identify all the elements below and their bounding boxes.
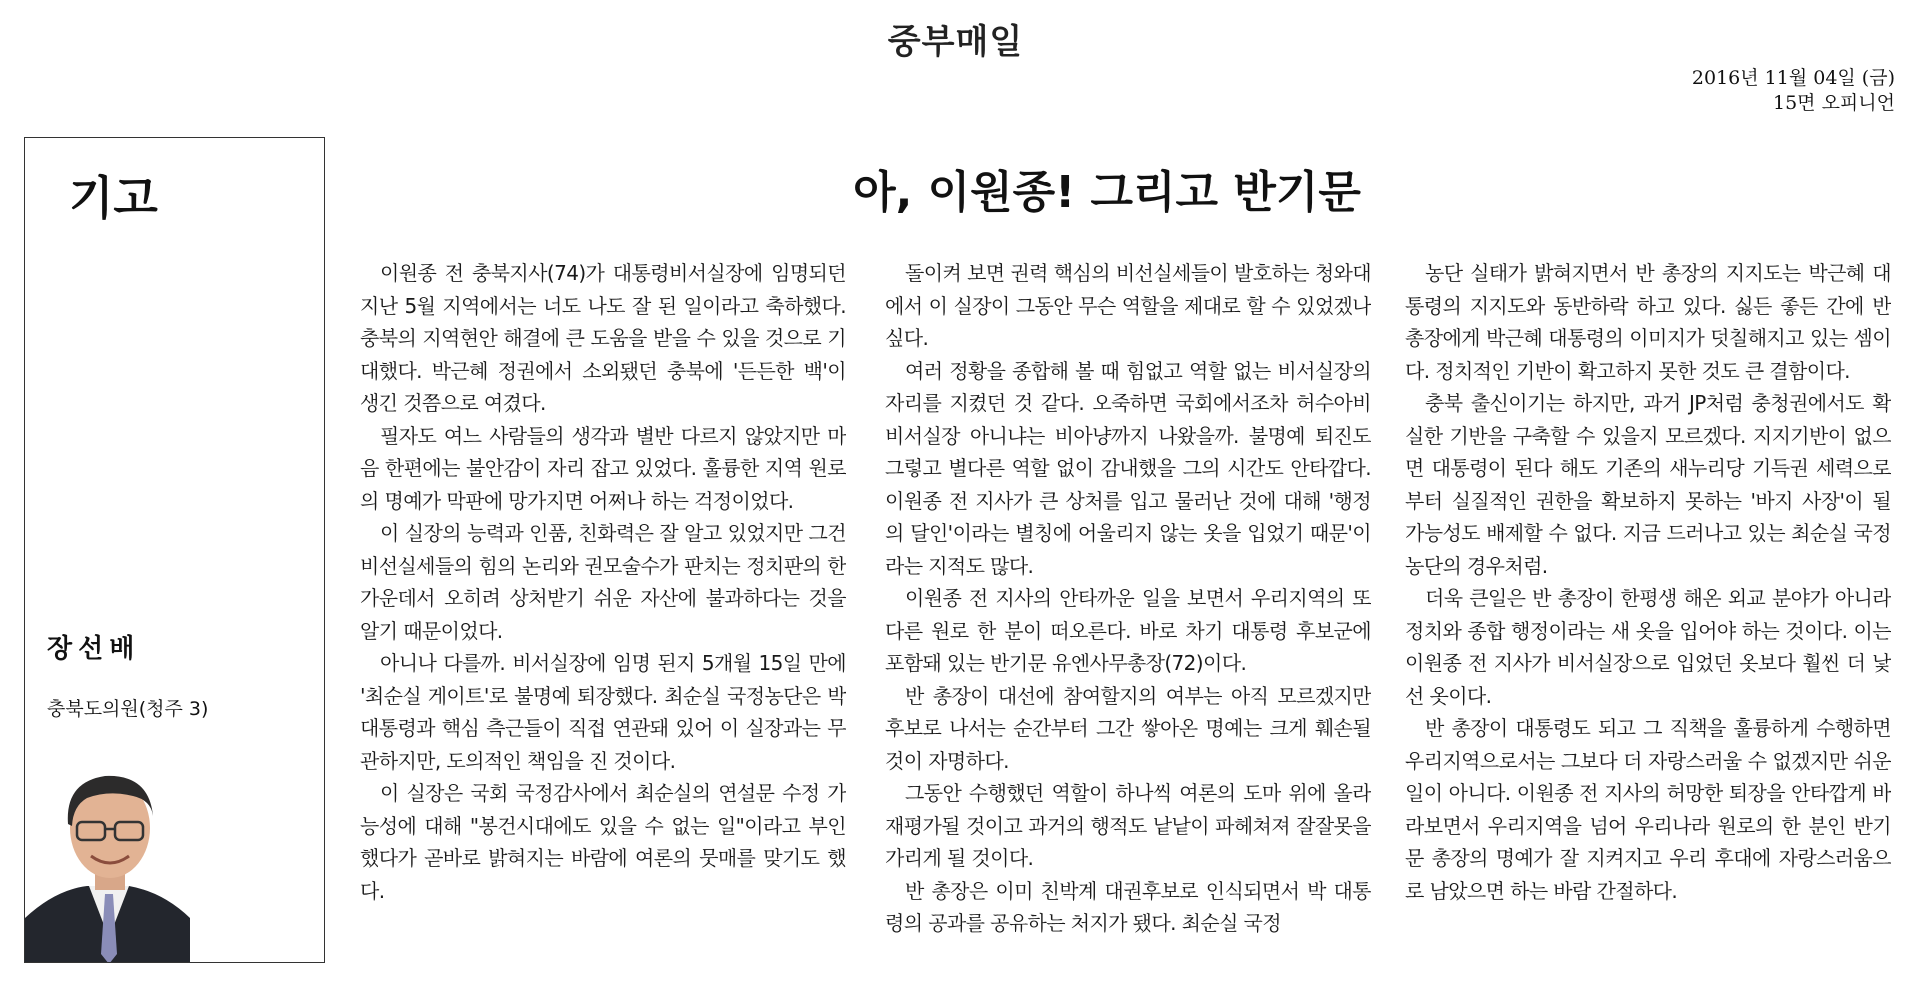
paragraph: 이 실장은 국회 국정감사에서 최순실의 연설문 수정 가능성에 대해 "봉건시대에도 있을 수 없는 일"이라고 부인했다가 곧바로 밝혀지는 바람에 여론의 뭇매를 맞기도 했다. [360, 781, 846, 903]
article-column-1 [360, 257, 846, 977]
paragraph: 반 총장이 대통령도 되고 그 직책을 훌륭하게 수행하면 우리지역으로서는 그보다 더 자랑스러울 수 없겠지만 쉬운 일이 아니다. 이원종 전 지사의 허망한 퇴장을 안타깝게 바라보면서 우리지역을 넘어 우리나라 원로의 한 분인 반기문 총장의 명예가 잘 지켜지고 우리 후대에 자랑스러움으로 남았으면 하는 바람 간절하다. [1405, 716, 1891, 903]
author-title: 충북도의원(청주 3) [47, 698, 209, 720]
paragraph: 반 총장이 대선에 참여할지의 여부는 아직 모르겠지만 후보로 나서는 순간부터 그간 쌓아온 명예는 크게 훼손될 것이 자명하다. [885, 683, 1371, 773]
paragraph: 이원종 전 지사의 안타까운 일을 보면서 우리지역의 또 다른 원로 한 분이 떠오른다. 바로 차기 대통령 후보군에 포함돼 있는 반기문 유엔사무총장(72)이다. [885, 586, 1371, 675]
paragraph: 그동안 수행했던 역할이 하나씩 여론의 도마 위에 올라 재평가될 것이고 과거의 행적도 낱낱이 파헤쳐져 잘잘못을 가리게 될 것이다. [885, 781, 1371, 870]
paragraph: 농단 실태가 밝혀지면서 반 총장의 지지도는 박근혜 대통령의 지지도와 동반하락 하고 있다. 싫든 좋든 간에 반 총장에게 박근혜 대통령의 이미지가 덧칠해지고 있는 셈이다. 정치적인 기반이 확고하지 못한 것도 큰 결함이다. [1405, 261, 1891, 383]
page-section: 15면 오피니언 [1773, 92, 1895, 114]
paragraph: 충북 출신이기는 하지만, 과거 JP처럼 충청권에서도 확실한 기반을 구축할 수 있을지 모르겠다. 지지기반이 없으면 대통령이 된다 해도 기존의 새누리당 기득권 세력으로부터 실질적인 권한을 확보하지 못하는 '바지 사장'이 될 가능성도 배제할 수 없다. 지금 드러나고 있는 최순실 국정농단의 경우처럼. [1405, 391, 1891, 578]
paragraph: 돌이켜 보면 권력 핵심의 비선실세들이 발호하는 청와대에서 이 실장이 그동안 무슨 역할을 제대로 할 수 있었겠나 싶다. [885, 261, 1371, 350]
paragraph: 이원종 전 충북지사(74)가 대통령비서실장에 임명되던 지난 5월 지역에서는 너도 나도 잘 된 일이라고 축하했다. 충북의 지역현안 해결에 큰 도움을 받을 수 있을 것으로 기대했다. 박근혜 정권에서 소외됐던 충북에 '든든한 백'이 생긴 것쯤으로 여겼다. [360, 261, 846, 415]
paragraph: 필자도 여느 사람들의 생각과 별반 다르지 않았지만 마음 한편에는 불안감이 자리 잡고 있었다. 훌륭한 지역 원로의 명예가 막판에 망가지면 어쩌나 하는 걱정이었다. [360, 423, 846, 513]
dateline [1692, 66, 1895, 116]
paragraph: 반 총장은 이미 친박계 대권후보로 인식되면서 박 대통령의 공과를 공유하는 처지가 됐다. 최순실 국정 [885, 878, 1371, 935]
paragraph: 아니나 다를까. 비서실장에 임명 된지 5개월 15일 만에 '최순실 게이트'로 불명예 퇴장했다. 최순실 국정농단은 박 대통령과 핵심 측근들이 직접 연관돼 있어 이 실장과는 무관하지만, 도의적인 책임을 진 것이다. [360, 651, 846, 773]
section-label: 기고 [69, 171, 158, 225]
article-headline: 아, 이원종! 그리고 반기문 [853, 167, 1361, 218]
paragraph: 더욱 큰일은 반 총장이 한평생 해온 외교 분야가 아니라 정치와 종합 행정이라는 새 옷을 입어야 하는 것이다. 이는 이원종 전 지사가 비서실장으로 입었던 옷보다 훨씬 더 낯선 옷이다. [1405, 586, 1891, 708]
author-sidebar [24, 137, 325, 963]
article-column-3 [1405, 257, 1891, 977]
paragraph: 이 실장의 능력과 인품, 친화력은 잘 알고 있었지만 그건 비선실세들의 힘의 논리와 권모술수가 판치는 정치판의 한가운데서 오히려 상처받기 쉬운 자산에 불과하다는 것을 알기 때문이었다. [360, 521, 846, 643]
issue-date: 2016년 11월 04일 (금) [1691, 67, 1895, 89]
author-photo [25, 758, 190, 963]
logo-text: 중부매일 [887, 22, 1024, 62]
article-column-2 [885, 257, 1371, 977]
author-name: 장선배 [47, 634, 141, 664]
newspaper-logo [0, 14, 1911, 63]
paragraph: 여러 정황을 종합해 볼 때 힘없고 역할 없는 비서실장의 자리를 지켰던 것 같다. 오죽하면 국회에서조차 허수아비 비서실장 아니냐는 비아냥까지 나왔을까. 불명예 퇴진도 그렇고 별다른 역할 없이 감내했을 그의 시간도 안타깝다. 이원종 전 지사가 큰 상처를 입고 물러난 것에 대해 '행정의 달인'이라는 별칭에 어울리지 않는 옷을 입었기 때문'이라는 지적도 많다. [885, 358, 1371, 578]
